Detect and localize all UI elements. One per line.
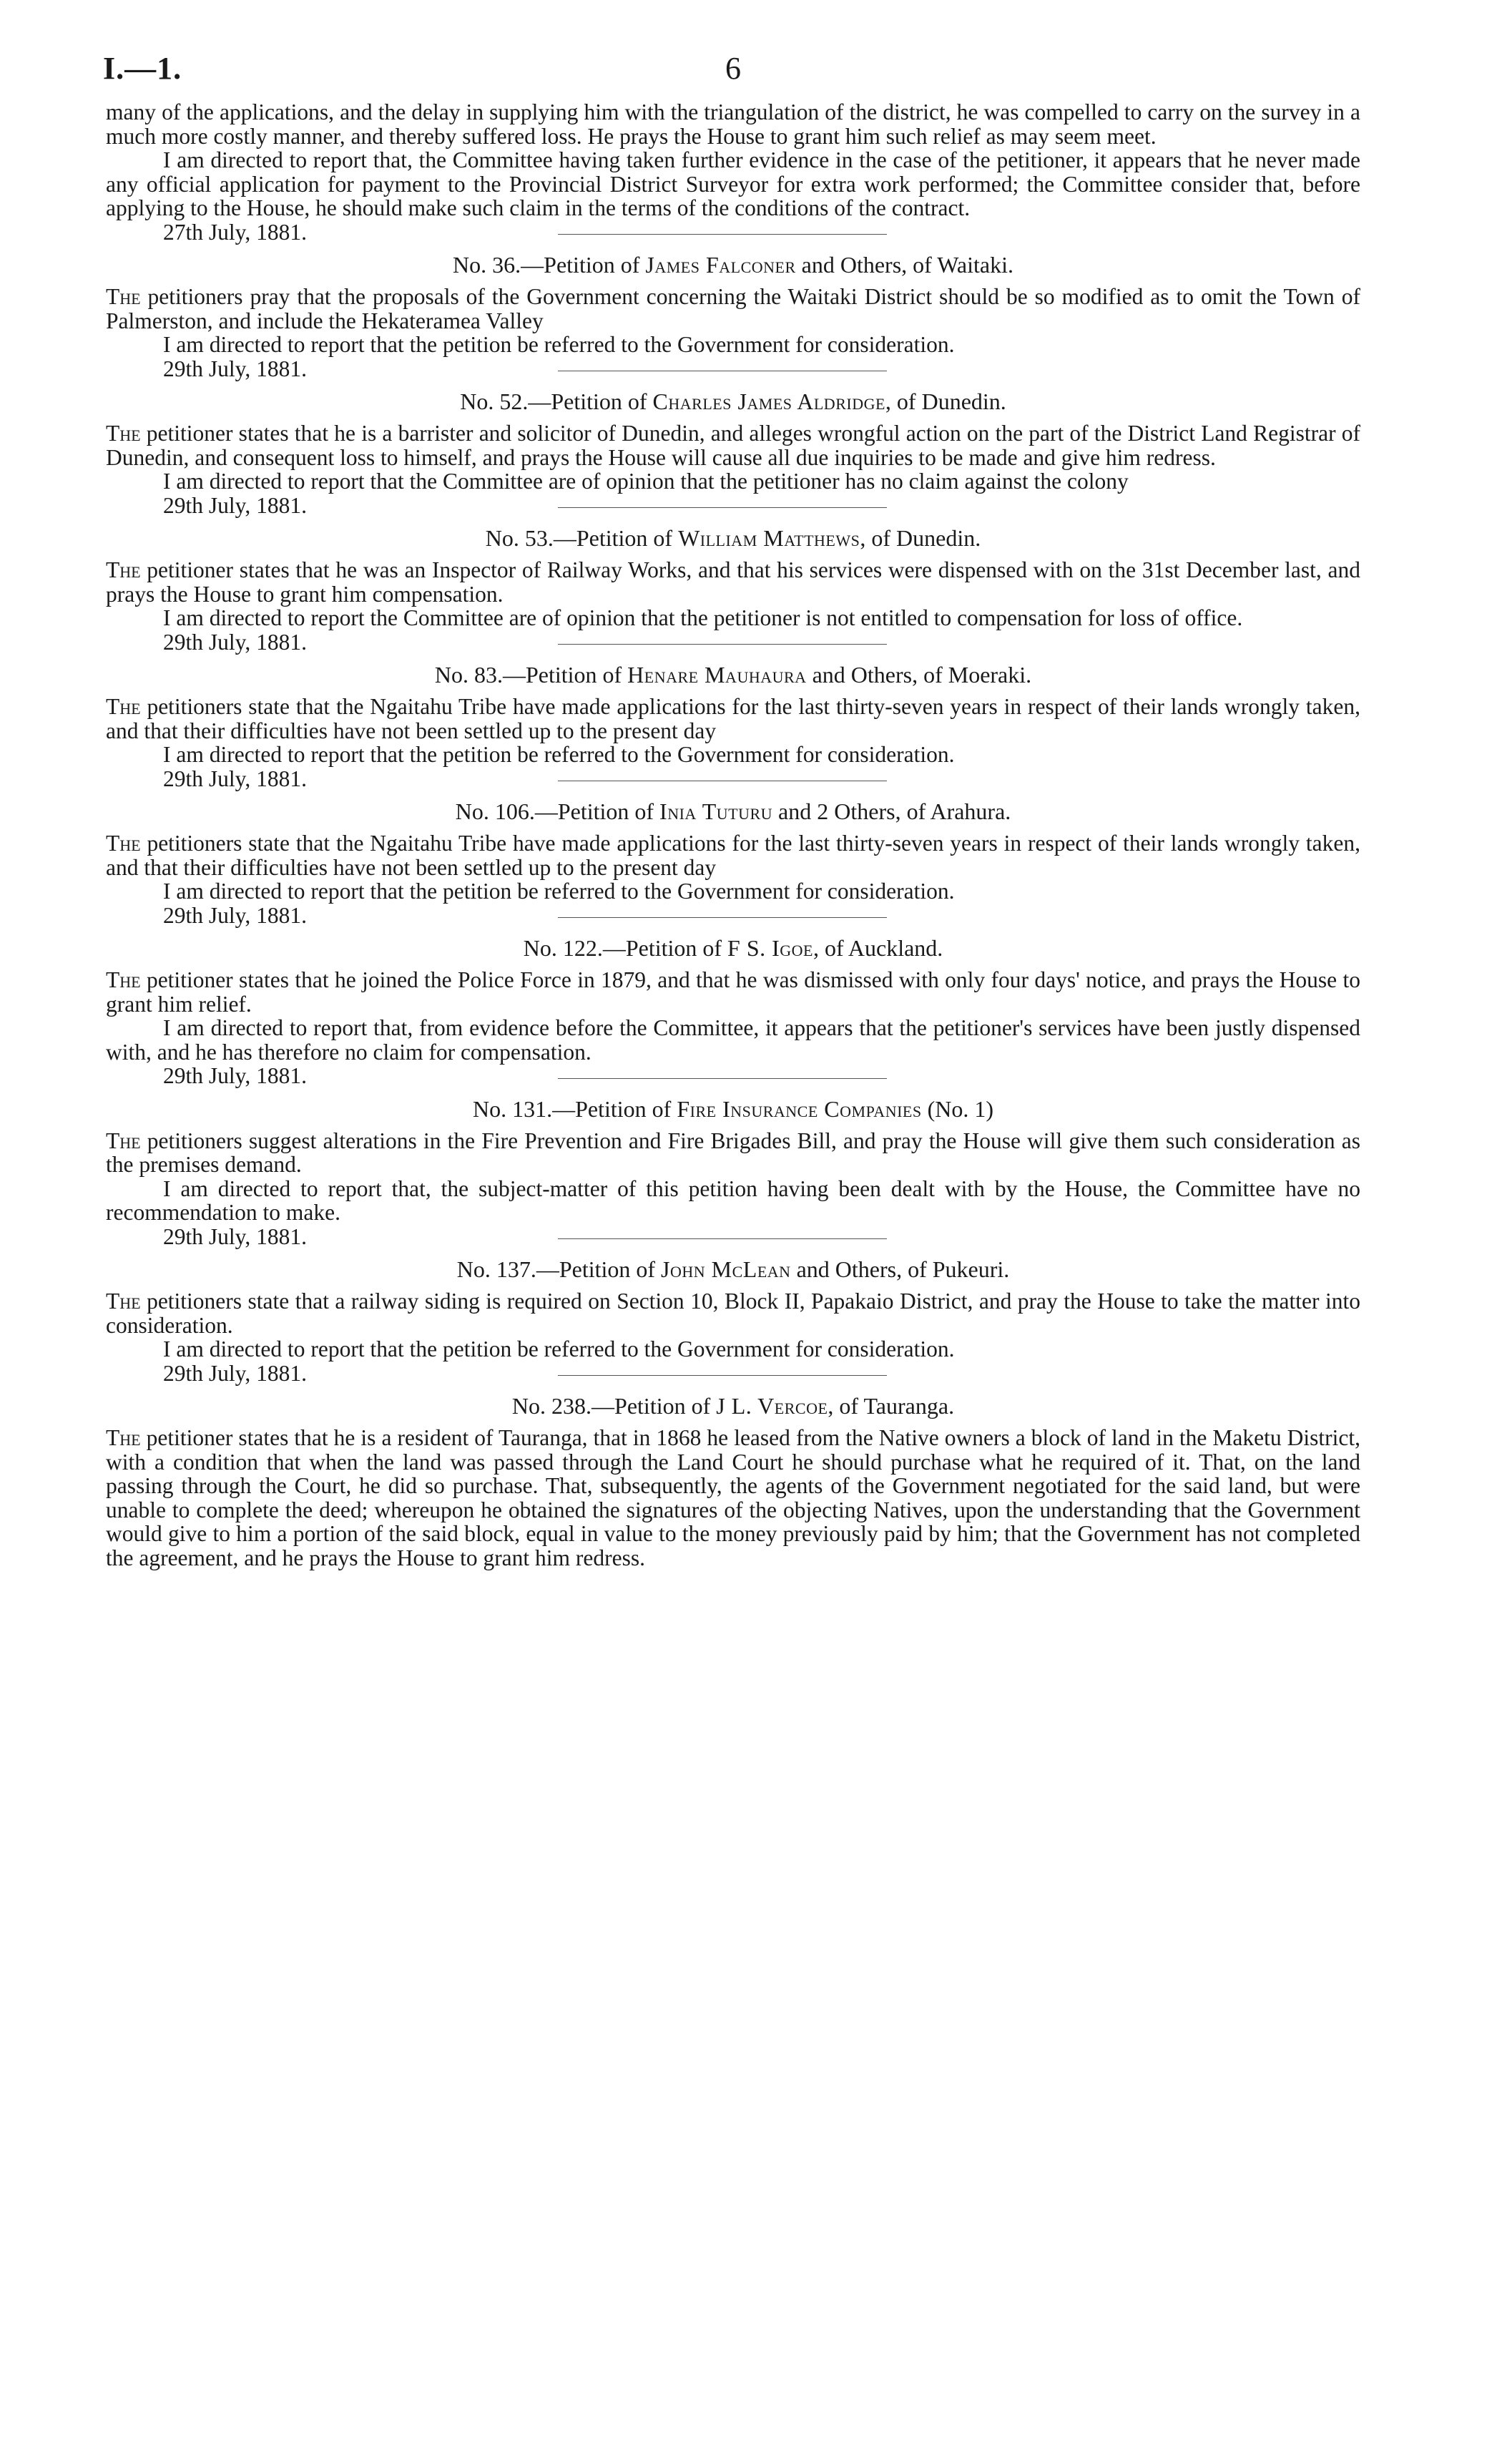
petition-section — [106, 935, 1361, 1088]
report-date: 27th July, 1881. — [163, 219, 307, 245]
petition-body — [106, 558, 1360, 606]
petitioner-name: Henare Mauhaura — [627, 662, 807, 688]
petition-number: No. 106.—Petition of — [455, 798, 654, 824]
lead-word: The — [106, 831, 141, 856]
petition-text: petitioners state that a railway siding is required on Section 10, Block II, Papakaio District, and pray the House to take the matter into consideration. — [106, 1289, 1360, 1338]
petition-heading — [106, 1256, 1360, 1282]
petition-origin: (No. 1) — [927, 1095, 993, 1122]
document-page — [103, 50, 1361, 1570]
petition-number: No. 238.—Petition of — [511, 1393, 711, 1419]
petition-origin: and 2 Others, of Arahura. — [778, 798, 1011, 824]
petition-body — [106, 968, 1360, 1016]
petition-heading — [106, 662, 1360, 688]
petition-section — [106, 798, 1360, 928]
petitioner-name: Fire Insurance Companies — [677, 1095, 922, 1122]
section-divider — [558, 644, 887, 645]
petition-heading — [106, 935, 1360, 961]
petition-heading — [106, 1096, 1360, 1122]
petition-origin: and Others, of Moeraki. — [812, 662, 1032, 688]
intro-section — [106, 99, 1360, 245]
petition-origin: , of Auckland. — [813, 935, 943, 961]
petition-section — [106, 388, 1361, 518]
lead-word: The — [106, 694, 141, 719]
petition-number: No. 131.—Petition of — [473, 1095, 672, 1122]
petition-body — [106, 831, 1360, 879]
petition-origin: , of Dunedin. — [885, 388, 1006, 414]
petition-origin: , of Tauranga. — [828, 1393, 955, 1419]
petition-text: petitioners suggest alterations in the Fire Prevention and Fire Brigades Bill, and pray the House will give them such consideration as the premises demand. — [106, 1128, 1360, 1177]
report-paragraph: I am directed to report that, the Committee having taken further evidence in the case of the petitioner, it appears that he never made any official application for payment to the Provincial District Surveyor for extra work performed; the Committee consider that, before applying to the House, he should make such claim in the terms of the conditions of the contract. — [106, 147, 1360, 220]
report-paragraph: I am directed to report the Committee are of opinion that the petitioner is not entitled to compensation for loss of office. — [163, 605, 1243, 630]
section-divider — [558, 507, 887, 508]
petition-list — [106, 252, 1360, 1570]
petition-text: petitioner states that he is a barrister and solicitor of Dunedin, and alleges wrongful action on the part of the District Land Registrar of Dunedin, and consequent loss to himself, and prays the House will cause all due inquiries to be made and give him redress. — [106, 421, 1361, 470]
petition-text: petitioner states that he was an Inspector of Railway Works, and that his services were dispensed with on the 31st December last, and prays the House to grant him compensation. — [106, 557, 1360, 607]
petition-text: petitioner states that he joined the Police Force in 1879, and that he was dismissed with only four days' notice, and prays the House to grant him relief. — [106, 967, 1361, 1017]
petitioner-name: William Matthews — [678, 525, 860, 551]
section-divider — [558, 1078, 887, 1079]
petition-section — [106, 1095, 1360, 1249]
page-header — [103, 50, 1360, 100]
petition-heading — [106, 798, 1360, 824]
petition-body — [106, 421, 1360, 469]
petition-body — [106, 1289, 1360, 1337]
petition-body — [106, 1129, 1360, 1177]
petitioner-name: Inia Tuturu — [659, 798, 773, 824]
section-divider — [558, 917, 887, 918]
petition-body — [106, 695, 1360, 743]
petition-section — [106, 1256, 1360, 1386]
report-paragraph: I am directed to report that the petition be referred to the Government for consideration. — [163, 742, 955, 767]
petition-section — [106, 1393, 1360, 1570]
report-date: 29th July, 1881. — [163, 902, 307, 928]
lead-word: The — [106, 557, 141, 582]
petition-section — [106, 252, 1361, 381]
petition-section — [106, 525, 1360, 655]
petition-heading — [106, 525, 1360, 551]
report-date: 29th July, 1881. — [163, 629, 307, 655]
petition-origin: , of Dunedin. — [860, 525, 981, 551]
report-paragraph: I am directed to report that the petition be referred to the Government for consideration. — [163, 879, 955, 904]
lead-word: The — [106, 421, 141, 446]
report-paragraph: I am directed to report that the petition be referred to the Government for consideration. — [163, 332, 955, 357]
report-paragraph: I am directed to report that, from evidence before the Committee, it appears that the petitioner's services have been justly dispensed with, and he has therefore no claim for compensation. — [106, 1015, 1360, 1065]
page-number: 6 — [725, 51, 741, 86]
petition-origin: and Others, of Pukeuri. — [796, 1256, 1010, 1282]
petition-body — [106, 285, 1360, 333]
petition-number: No. 53.—Petition of — [485, 525, 673, 551]
report-paragraph: I am directed to report that the petition be referred to the Government for consideration. — [163, 1336, 955, 1362]
petitioner-name: F S. Igoe — [727, 935, 813, 961]
petition-text: petitioner states that he is a resident of Tauranga, that in 1868 he leased from the Native owners a block of land in the Maketu District, with a condition that when the land was passed through the Land Court he should purchase what he required of it. That, on the land passing through the Court, he did so purchase. That, subsequently, the agents of the Government negotiated for the said land, but were unable to complete the deed; whereupon he obtained the signatures of the objecting Natives, upon the understanding that the Government would give to him a portion of the said block, equal in value to the money previously paid by him; that the Government has not completed the agreement, and he prays the House to grant him redress. — [106, 1425, 1361, 1570]
petition-heading — [106, 252, 1360, 278]
petition-text: petitioners state that the Ngaitahu Tribe have made applications for the last thirty-seven years in respect of their lands wrongly taken, and that their difficulties have not been settled up to the present day — [106, 831, 1360, 880]
petition-number: No. 137.—Petition of — [456, 1256, 656, 1282]
petitioner-name: Charles James Aldridge — [652, 388, 885, 414]
petition-text: petitioners state that the Ngaitahu Tribe have made applications for the last thirty-seven years in respect of their lands wrongly taken, and that their difficulties have not been settled up to the present day — [106, 694, 1360, 743]
section-divider — [558, 1238, 887, 1239]
report-paragraph: I am directed to report that, the subject-matter of this petition having been dealt with by the House, the Committee have no recommendation to make. — [106, 1175, 1360, 1225]
petition-number: No. 36.—Petition of — [453, 252, 640, 278]
report-date: 29th July, 1881. — [163, 492, 307, 518]
lead-word: The — [106, 967, 141, 992]
report-date: 29th July, 1881. — [163, 766, 307, 791]
petition-number: No. 83.—Petition of — [434, 662, 622, 688]
petitioner-name: James Falconer — [645, 252, 796, 278]
petitioner-name: J L. Vercoe — [716, 1393, 828, 1419]
section-divider — [558, 234, 887, 235]
report-date: 29th July, 1881. — [163, 1360, 307, 1386]
petitioner-name: John McLean — [661, 1256, 791, 1282]
petition-section — [106, 662, 1360, 791]
petition-body — [106, 1426, 1360, 1570]
petition-text: petitioners pray that the proposals of the Government concerning the Waitaki District should be so modified as to omit the Town of Palmerston, and include the Hekateramea Valley — [106, 284, 1361, 333]
lead-word: The — [106, 1128, 141, 1153]
petition-number: No. 122.—Petition of — [523, 935, 722, 961]
section-divider — [558, 1375, 887, 1376]
petition-heading — [106, 388, 1360, 414]
petition-heading — [106, 1393, 1360, 1419]
paper-id: I.—1. — [103, 51, 182, 86]
report-date: 29th July, 1881. — [163, 356, 307, 381]
petition-number: No. 52.—Petition of — [460, 388, 647, 414]
report-date: 29th July, 1881. — [163, 1223, 307, 1249]
lead-word: The — [106, 284, 141, 309]
report-date: 29th July, 1881. — [163, 1063, 307, 1088]
report-paragraph: I am directed to report that the Committee are of opinion that the petitioner has no claim against the colony — [163, 469, 1129, 494]
body-paragraph: many of the applications, and the delay in supplying him with the triangulation of the district, he was compelled to carry on the survey in a much more costly manner, and thereby suffered loss. He prays the House to grant him such relief as may seem meet. — [106, 99, 1360, 149]
lead-word: The — [106, 1425, 141, 1450]
lead-word: The — [106, 1289, 141, 1314]
petition-origin: and Others, of Waitaki. — [801, 252, 1013, 278]
